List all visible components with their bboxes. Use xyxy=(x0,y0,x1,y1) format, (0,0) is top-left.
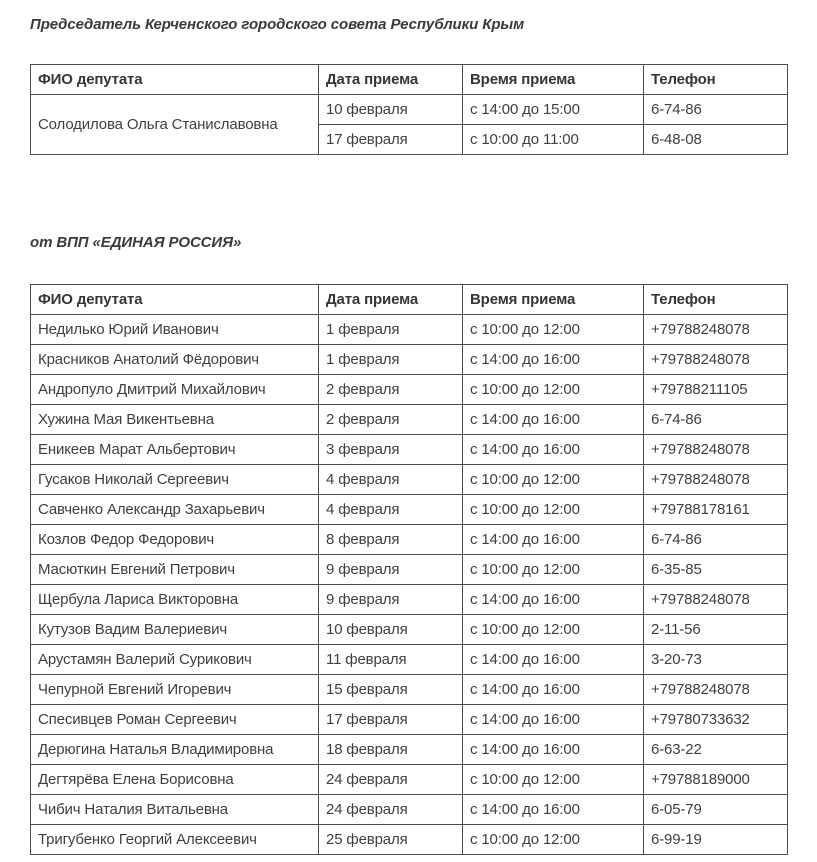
table-row xyxy=(31,315,788,345)
col-header-time: Время приема xyxy=(463,65,644,95)
deputy-name-cell: Козлов Федор Федорович xyxy=(31,525,319,555)
phone-cell: 6-74-86 xyxy=(644,405,788,435)
phone-cell: +79788248078 xyxy=(644,465,788,495)
table-header-row xyxy=(31,285,788,315)
table-row xyxy=(31,95,788,125)
time-cell: с 10:00 до 12:00 xyxy=(463,315,644,345)
table-row xyxy=(31,615,788,645)
time-cell: с 14:00 до 16:00 xyxy=(463,795,644,825)
deputy-name-cell: Масюткин Евгений Петрович xyxy=(31,555,319,585)
united-russia-deputies-table xyxy=(30,284,788,855)
phone-cell: +79780733632 xyxy=(644,705,788,735)
time-cell: с 10:00 до 11:00 xyxy=(463,125,644,155)
table-row xyxy=(31,735,788,765)
chairman-schedule-table xyxy=(30,64,788,155)
phone-cell: +79788189000 xyxy=(644,765,788,795)
phone-cell: 6-99-19 xyxy=(644,825,788,855)
table-row xyxy=(31,375,788,405)
table-row xyxy=(31,795,788,825)
date-cell: 10 февраля xyxy=(319,615,463,645)
date-cell: 18 февраля xyxy=(319,735,463,765)
phone-cell: +79788248078 xyxy=(644,345,788,375)
date-cell: 2 февраля xyxy=(319,405,463,435)
date-cell: 2 февраля xyxy=(319,375,463,405)
deputy-name-cell: Андропуло Дмитрий Михайлович xyxy=(31,375,319,405)
phone-cell: +79788248078 xyxy=(644,315,788,345)
time-cell: с 14:00 до 16:00 xyxy=(463,645,644,675)
time-cell: с 10:00 до 12:00 xyxy=(463,765,644,795)
time-cell: с 10:00 до 12:00 xyxy=(463,615,644,645)
deputy-name-cell: Чепурной Евгений Игоревич xyxy=(31,675,319,705)
deputy-name-cell: Тригубенко Георгий Алексеевич xyxy=(31,825,319,855)
col-header-date: Дата приема xyxy=(319,285,463,315)
deputy-name-cell: Щербула Лариса Викторовна xyxy=(31,585,319,615)
phone-cell: +79788248078 xyxy=(644,435,788,465)
deputy-name-cell: Дерюгина Наталья Владимировна xyxy=(31,735,319,765)
col-header-fio: ФИО депутата xyxy=(31,65,319,95)
phone-cell: 6-48-08 xyxy=(644,125,788,155)
col-header-fio: ФИО депутата xyxy=(31,285,319,315)
time-cell: с 14:00 до 16:00 xyxy=(463,735,644,765)
col-header-phone: Телефон xyxy=(644,65,788,95)
date-cell: 3 февраля xyxy=(319,435,463,465)
time-cell: с 14:00 до 16:00 xyxy=(463,525,644,555)
time-cell: с 14:00 до 15:00 xyxy=(463,95,644,125)
deputy-name-cell: Еникеев Марат Альбертович xyxy=(31,435,319,465)
date-cell: 17 февраля xyxy=(319,125,463,155)
phone-cell: 6-05-79 xyxy=(644,795,788,825)
deputy-name-cell: Савченко Александр Захарьевич xyxy=(31,495,319,525)
time-cell: с 14:00 до 16:00 xyxy=(463,435,644,465)
time-cell: с 14:00 до 16:00 xyxy=(463,345,644,375)
date-cell: 24 февраля xyxy=(319,795,463,825)
col-header-time: Время приема xyxy=(463,285,644,315)
deputy-name-cell: Хужина Мая Викентьевна xyxy=(31,405,319,435)
date-cell: 8 февраля xyxy=(319,525,463,555)
date-cell: 9 февраля xyxy=(319,585,463,615)
table-header-row xyxy=(31,65,788,95)
phone-cell: 6-63-22 xyxy=(644,735,788,765)
date-cell: 17 февраля xyxy=(319,705,463,735)
table-row xyxy=(31,765,788,795)
time-cell: с 14:00 до 16:00 xyxy=(463,585,644,615)
date-cell: 4 февраля xyxy=(319,495,463,525)
deputy-name-cell: Арустамян Валерий Сурикович xyxy=(31,645,319,675)
col-header-phone: Телефон xyxy=(644,285,788,315)
deputy-name-cell: Чибич Наталия Витальевна xyxy=(31,795,319,825)
time-cell: с 10:00 до 12:00 xyxy=(463,465,644,495)
time-cell: с 10:00 до 12:00 xyxy=(463,825,644,855)
phone-cell: +79788248078 xyxy=(644,585,788,615)
deputy-name-cell: Спесивцев Роман Сергеевич xyxy=(31,705,319,735)
date-cell: 11 февраля xyxy=(319,645,463,675)
col-header-date: Дата приема xyxy=(319,65,463,95)
date-cell: 4 февраля xyxy=(319,465,463,495)
table-row xyxy=(31,825,788,855)
deputy-name-cell: Гусаков Николай Сергеевич xyxy=(31,465,319,495)
table-row xyxy=(31,465,788,495)
table-row xyxy=(31,345,788,375)
deputy-name-cell: Красников Анатолий Фёдорович xyxy=(31,345,319,375)
date-cell: 9 февраля xyxy=(319,555,463,585)
time-cell: с 10:00 до 12:00 xyxy=(463,495,644,525)
phone-cell: 6-74-86 xyxy=(644,525,788,555)
date-cell: 25 февраля xyxy=(319,825,463,855)
phone-cell: +79788211105 xyxy=(644,375,788,405)
date-cell: 1 февраля xyxy=(319,345,463,375)
time-cell: с 14:00 до 16:00 xyxy=(463,705,644,735)
time-cell: с 14:00 до 16:00 xyxy=(463,405,644,435)
phone-cell: +79788248078 xyxy=(644,675,788,705)
date-cell: 10 февраля xyxy=(319,95,463,125)
section2-title: от ВПП «ЕДИНАЯ РОССИЯ» xyxy=(30,234,242,251)
phone-cell: +79788178161 xyxy=(644,495,788,525)
table-row xyxy=(31,435,788,465)
table-row xyxy=(31,705,788,735)
table-row xyxy=(31,585,788,615)
phone-cell: 6-74-86 xyxy=(644,95,788,125)
deputies-table-body xyxy=(31,315,788,855)
deputy-name-cell: Дегтярёва Елена Борисовна xyxy=(31,765,319,795)
table-row xyxy=(31,675,788,705)
time-cell: с 10:00 до 12:00 xyxy=(463,375,644,405)
date-cell: 24 февраля xyxy=(319,765,463,795)
deputy-name-cell: Солодилова Ольга Станиславовна xyxy=(31,95,319,155)
time-cell: с 10:00 до 12:00 xyxy=(463,555,644,585)
deputy-name-cell: Кутузов Вадим Валериевич xyxy=(31,615,319,645)
table-row xyxy=(31,525,788,555)
date-cell: 15 февраля xyxy=(319,675,463,705)
table-row xyxy=(31,555,788,585)
table-row xyxy=(31,495,788,525)
table-row xyxy=(31,645,788,675)
phone-cell: 3-20-73 xyxy=(644,645,788,675)
deputy-name-cell: Недилько Юрий Иванович xyxy=(31,315,319,345)
section1-title: Председатель Керченского городского совета Республики Крым xyxy=(30,16,525,33)
phone-cell: 2-11-56 xyxy=(644,615,788,645)
phone-cell: 6-35-85 xyxy=(644,555,788,585)
table-row xyxy=(31,405,788,435)
time-cell: с 14:00 до 16:00 xyxy=(463,675,644,705)
date-cell: 1 февраля xyxy=(319,315,463,345)
